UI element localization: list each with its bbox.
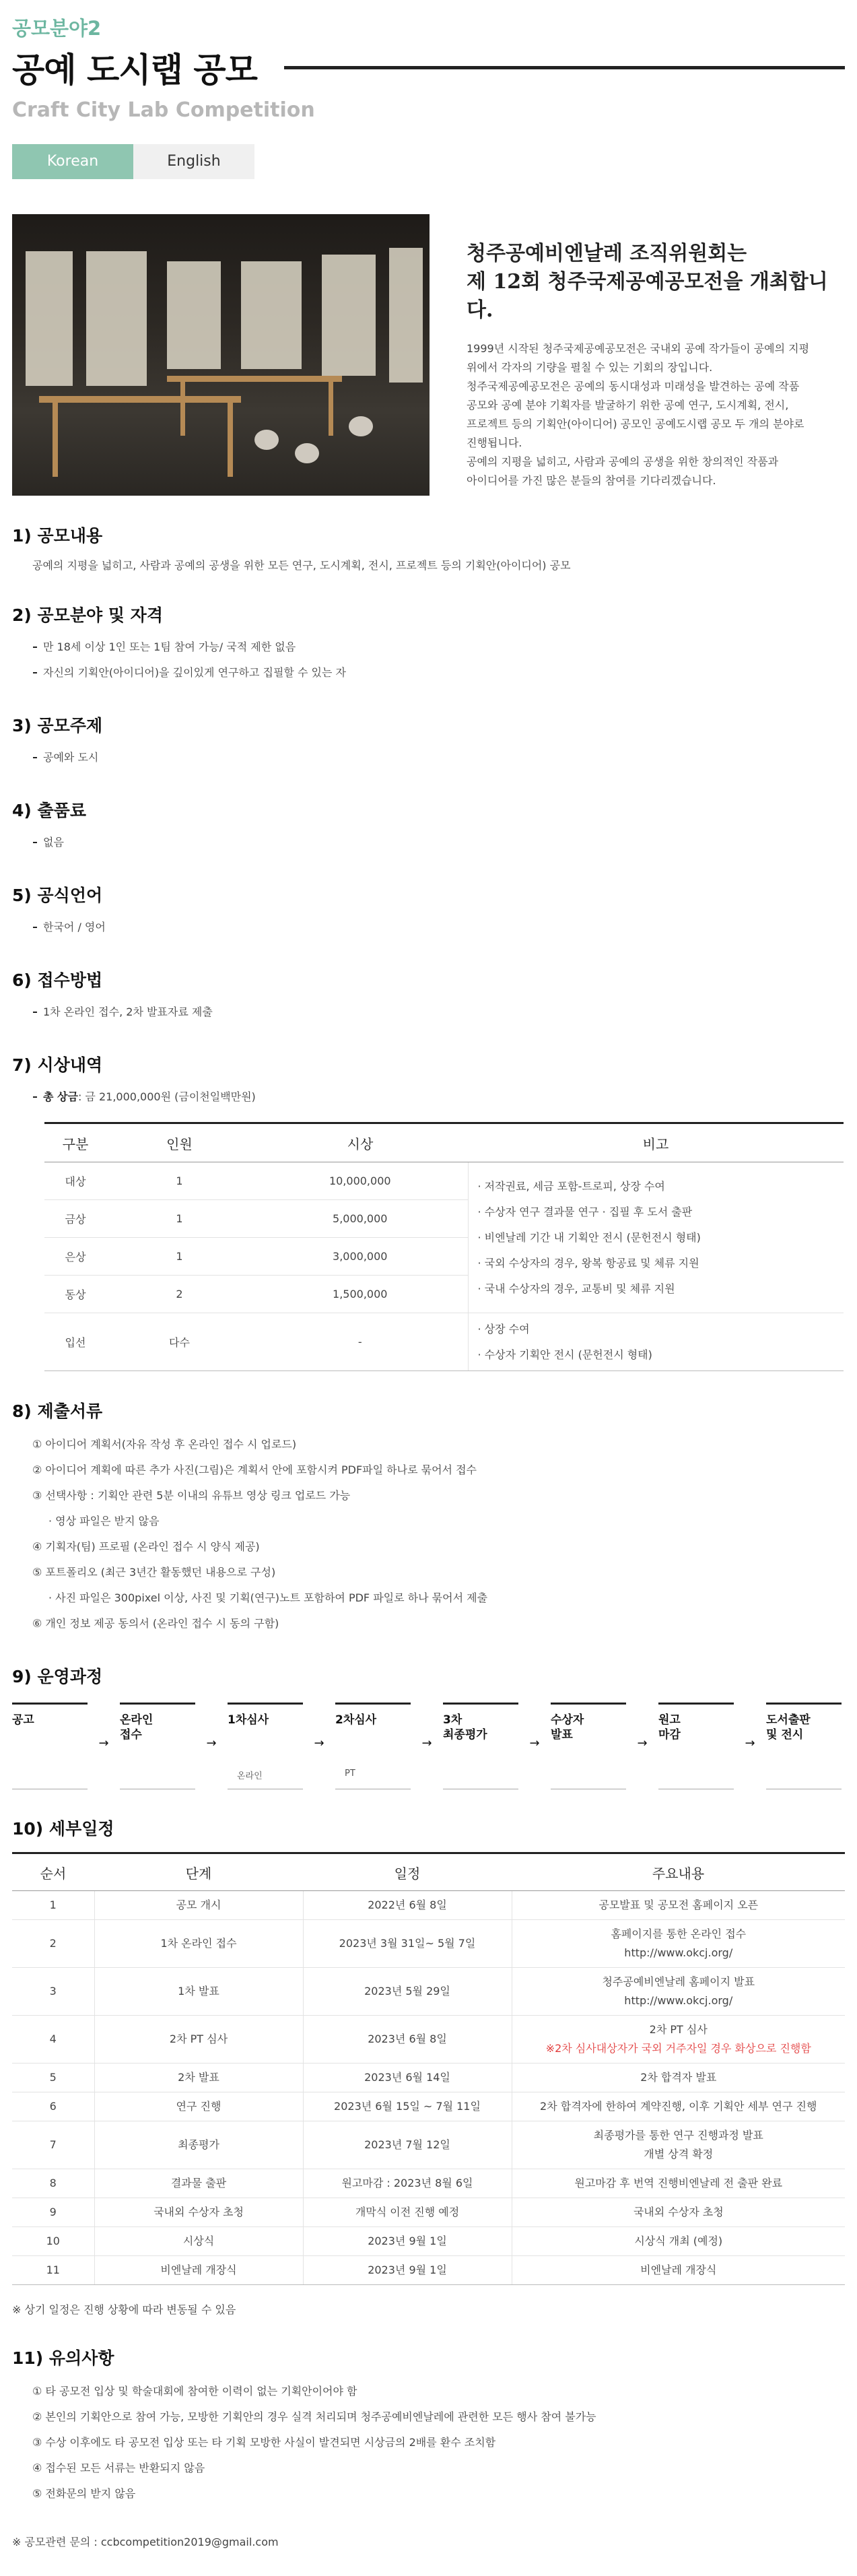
table-row: 입선 다수 - · 상장 수여 · 수상자 기획안 전시 (문헌전시 형태): [44, 1313, 844, 1371]
contact-info: ※ 공모관련 문의 : ccbcompetition2019@gmail.com: [12, 2536, 279, 2548]
list-item: 만 18세 이상 1인 또는 1팀 참여 가능/ 국적 제한 없음: [12, 634, 845, 660]
schedule-table: [12, 1852, 845, 2285]
cell-desc: 홈페이지를 통한 온라인 접수 http://www.okcj.org/: [512, 1920, 845, 1968]
col-header: 단계: [94, 1853, 303, 1891]
cell-desc: 비엔날레 개장식: [512, 2256, 845, 2285]
cell-step: 1차 발표: [94, 1968, 303, 2016]
arrow-right-icon: →: [314, 1736, 324, 1750]
table-row: [12, 2227, 845, 2256]
cell-no: 8: [12, 2169, 94, 2198]
cell-step: 결과물 출판: [94, 2169, 303, 2198]
table-row: [12, 2063, 845, 2092]
documents-list: [12, 1432, 845, 1637]
section-title: 11) 유의사항: [12, 2348, 114, 2368]
table-row: 은상 1 3,000,000: [44, 1238, 844, 1276]
cell-no: 10: [12, 2227, 94, 2256]
section-fee: [12, 797, 845, 855]
list-item: ① 타 공모전 입상 및 학술대회에 참여한 이력이 없는 기획안이어야 함: [32, 2385, 357, 2398]
process-step: [228, 1703, 303, 1802]
cell-step: 시상식: [94, 2227, 303, 2256]
cell-no: 7: [12, 2121, 94, 2169]
cell-date: 2022년 6월 8일: [303, 1891, 512, 1920]
cell-desc: 공모발표 및 공모전 홈페이지 오픈: [512, 1891, 845, 1920]
cell-no: 2: [12, 1920, 94, 1968]
col-header: 인원: [106, 1123, 252, 1162]
page-subtitle: Craft City Lab Competition: [12, 98, 315, 122]
section-process: [12, 1663, 845, 1802]
cell-no: 1: [12, 1891, 94, 1920]
table-row: 대상 1 10,000,000 · 저작권료, 세금 포함-트로피, 상장 수여 · 수상자 연구 결과물 연구 · 집필 후 도서 출판 · 비엔날레 기간 내 기획안 전시 (문헌전시 형태) · 국외 수상자의 경우, 왕복 항공료 및 체류 지원 · 국내 수상자의 경우, 교통비 및 체류 지원: [44, 1162, 844, 1200]
page-title: 공예 도시랩 공모: [12, 51, 257, 90]
cell-date: 2023년 6월 15일 ~ 7월 11일: [303, 2092, 512, 2121]
section-title: 8) 제출서류: [12, 1401, 103, 1421]
step-label: 3차 최종평가: [443, 1713, 487, 1742]
cell-step: 비엔날레 개장식: [94, 2256, 303, 2285]
tab-english[interactable]: English: [133, 144, 254, 179]
section-title: 2) 공모분야 및 자격: [12, 605, 163, 625]
section-content: [12, 523, 845, 575]
arrow-right-icon: →: [98, 1736, 109, 1750]
section-title: 5) 공식언어: [12, 886, 103, 905]
cell-desc: 2차 합격자 발표: [512, 2063, 845, 2092]
category-kicker: 공모분야2: [12, 17, 102, 40]
process-step: [551, 1703, 626, 1802]
cell-date: 2023년 9월 1일: [303, 2227, 512, 2256]
cell-date: 2023년 9월 1일: [303, 2256, 512, 2285]
cell-desc: 2차 합격자에 한하여 계약진행, 이후 기획안 세부 연구 진행: [512, 2092, 845, 2121]
table-row: [12, 1891, 845, 1920]
step-label: 수상자 발표: [551, 1713, 584, 1742]
cell-desc: 국내외 수상자 초청: [512, 2198, 845, 2227]
list-item: 한국어 / 영어: [12, 915, 845, 940]
col-header: 비고: [468, 1123, 844, 1162]
intro-body: 1999년 시작된 청주국제공예공모전은 국내외 공예 작가들이 공예의 지평 위에서 각자의 기량을 펼칠 수 있는 기회의 장입니다. 청주국제공예공모전은 공예의 동시대성과 미래성을 발견하는 공예 작품 공모와 공예 분야 기획자를 발굴하기 위한 공예 연구, 도시계획, 전시, 프로젝트 등의 기획안(아이디어) 공모인 공예도시랩 공모 두 개의 분야로 진행됩니다. 공예의 지평을 넓히고, 사람과 공예의 공생을 위한 창의적인 작품과 아이디어를 가진 많은 분들의 참여를 기다리겠습니다.: [467, 342, 810, 487]
cell-no: 5: [12, 2063, 94, 2092]
table-row: [12, 2256, 845, 2285]
title-row: [12, 40, 845, 94]
notes-list: [12, 2379, 845, 2507]
table-row: [12, 2169, 845, 2198]
table-row: [12, 1920, 845, 1968]
cell-date: 2023년 6월 14일: [303, 2063, 512, 2092]
cell-desc: 청주공예비엔날레 홈페이지 발표 http://www.okcj.org/: [512, 1968, 845, 2016]
table-row: [12, 2198, 845, 2227]
table-row: [12, 1968, 845, 2016]
section-text: 공예의 지평을 넓히고, 사람과 공예의 공생을 위한 모든 연구, 도시계획, 전시, 프로젝트 등의 기획안(아이디어) 공모: [32, 559, 571, 572]
section-eligibility: [12, 602, 845, 686]
intro-section: [12, 214, 845, 496]
section-title: 6) 접수방법: [12, 970, 103, 990]
exhibition-photo: [12, 214, 430, 496]
cell-date: 2023년 3월 31일~ 5월 7일: [303, 1920, 512, 1968]
table-row: [12, 2016, 845, 2063]
list-item: ② 본인의 기획안으로 참여 가능, 모방한 기획안의 경우 실격 처리되며 청주공예비엔날레에 관련한 모든 행사 참여 불가능: [32, 2410, 596, 2423]
cell-desc: 2차 PT 심사 ※2차 심사대상자가 국외 거주자일 경우 화상으로 진행함: [512, 2016, 845, 2063]
cell-date: 개막식 이전 진행 예정: [303, 2198, 512, 2227]
language-tabs: [12, 144, 845, 179]
cell-desc: 최종평가를 통한 연구 진행과정 발표 개별 상격 확정: [512, 2121, 845, 2169]
intro-heading: 청주공예비엔날레 조직위원회는 제 12회 청주국제공예공모전을 개최합니다.: [467, 242, 828, 322]
list-item: · 영상 파일은 받지 않음: [48, 1515, 160, 1527]
tab-korean[interactable]: Korean: [12, 144, 133, 179]
cell-step: 2차 PT 심사: [94, 2016, 303, 2063]
alert-note: ※2차 심사대상자가 국외 거주자일 경우 화상으로 진행함: [545, 2042, 811, 2055]
step-label: 원고 마감: [658, 1713, 681, 1742]
cell-no: 4: [12, 2016, 94, 2063]
step-label: 2차심사: [335, 1713, 377, 1727]
list-item: 1차 온라인 접수, 2차 발표자료 제출: [12, 999, 845, 1025]
section-title: 4) 출품료: [12, 801, 86, 820]
list-item: ③ 수상 이후에도 타 공모전 입상 또는 타 기획 모방한 사실이 발견되면 시상금의 2배를 환수 조치함: [32, 2436, 496, 2449]
list-item: 자신의 기획안(아이디어)을 깊이있게 연구하고 집필할 수 있는 자: [12, 660, 845, 686]
cell-no: 11: [12, 2256, 94, 2285]
col-header: 순서: [12, 1853, 94, 1891]
process-step: [12, 1703, 88, 1802]
cell-date: 원고마감 : 2023년 8월 6일: [303, 2169, 512, 2198]
list-item: ④ 접수된 모든 서류는 반환되지 않음: [32, 2462, 205, 2474]
cell-step: 공모 개시: [94, 1891, 303, 1920]
section-notes: [12, 2345, 845, 2576]
cell-step: 1차 온라인 접수: [94, 1920, 303, 1968]
process-step: [443, 1703, 518, 1802]
cell-step: 2차 발표: [94, 2063, 303, 2092]
cell-step: 연구 진행: [94, 2092, 303, 2121]
step-label: 도서출판 및 전시: [766, 1713, 811, 1742]
arrow-right-icon: →: [529, 1736, 540, 1750]
section-theme: [12, 713, 845, 770]
section-title: 9) 운영과정: [12, 1667, 103, 1686]
cell-no: 6: [12, 2092, 94, 2121]
section-documents: [12, 1398, 845, 1637]
list-item: ⑤ 포트폴리오 (최근 3년간 활동했던 내용으로 구성): [32, 1566, 276, 1579]
list-item: ③ 선택사항 : 기획안 관련 5분 이내의 유튜브 영상 링크 업로드 가능: [32, 1489, 351, 1502]
arrow-right-icon: →: [206, 1736, 217, 1750]
section-language: [12, 882, 845, 940]
arrow-right-icon: →: [637, 1736, 648, 1750]
prize-notes: · 상장 수여 · 수상자 기획안 전시 (문헌전시 형태): [468, 1313, 844, 1371]
col-header: 시상: [252, 1123, 468, 1162]
col-header: 주요내용: [512, 1853, 845, 1891]
list-item: ④ 기획자(팀) 프로필 (온라인 접수 시 양식 제공): [32, 1540, 260, 1553]
prize-table: [44, 1122, 844, 1371]
table-row: [12, 2121, 845, 2169]
prize-notes: · 저작권료, 세금 포함-트로피, 상장 수여 · 수상자 연구 결과물 연구 · 집필 후 도서 출판 · 비엔날레 기간 내 기획안 전시 (문헌전시 형태) · 국외 수상자의 경우, 왕복 항공료 및 체류 지원 · 국내 수상자의 경우, 교통비 및 체류 지원: [468, 1162, 844, 1313]
section-title: 7) 시상내역: [12, 1055, 103, 1075]
process-step: [658, 1703, 734, 1802]
arrow-right-icon: →: [745, 1736, 755, 1750]
table-row: 동상 2 1,500,000: [44, 1276, 844, 1313]
list-item: · 사진 파일은 300pixel 이상, 사진 및 기획(연구)노트 포함하여 PDF 파일로 하나 묶어서 제출: [48, 1591, 488, 1604]
schedule-footnote: ※ 상기 일정은 진행 상황에 따라 변동될 수 있음: [12, 2303, 236, 2316]
list-item: 공예와 도시: [12, 745, 845, 770]
step-label: 온라인 접수: [120, 1713, 153, 1742]
list-item: ① 아이디어 계획서(자유 작성 후 온라인 접수 시 업로드): [32, 1438, 297, 1451]
list-item: 없음: [12, 830, 845, 855]
cell-date: 2023년 7월 12일: [303, 2121, 512, 2169]
step-label: 1차심사: [228, 1713, 269, 1727]
section-title: 1) 공모내용: [12, 526, 103, 546]
cell-no: 3: [12, 1968, 94, 2016]
list-item: ⑤ 전화문의 받지 않음: [32, 2487, 136, 2500]
step-label: 공고: [12, 1713, 34, 1727]
step-note: 온라인: [237, 1771, 263, 1781]
cell-step: 국내외 수상자 초청: [94, 2198, 303, 2227]
col-header: 구분: [44, 1123, 106, 1162]
intro-text: [430, 214, 845, 496]
section-title: 3) 공모주제: [12, 716, 103, 735]
list-item: ② 아이디어 계획에 따른 추가 사진(그림)은 계획서 안에 포함시켜 PDF파일 하나로 묶어서 접수: [32, 1463, 477, 1476]
cell-step: 최종평가: [94, 2121, 303, 2169]
process-step: [120, 1703, 195, 1802]
process-step: [335, 1703, 411, 1802]
cell-desc: 원고마감 후 번역 진행비엔날레 전 출판 완료: [512, 2169, 845, 2198]
table-row: 금상 1 5,000,000: [44, 1200, 844, 1238]
total-prize: 총 상금: 금 21,000,000원 (금이천일백만원): [12, 1084, 845, 1110]
section-title: 10) 세부일정: [12, 1819, 114, 1839]
process-step: [766, 1703, 842, 1802]
section-submission-method: [12, 967, 845, 1025]
arrow-right-icon: →: [421, 1736, 432, 1750]
cell-date: 2023년 5월 29일: [303, 1968, 512, 2016]
section-awards: [12, 1052, 845, 1371]
table-row: [12, 2092, 845, 2121]
cell-desc: 시상식 개최 (예정): [512, 2227, 845, 2256]
list-item: ⑥ 개인 정보 제공 동의서 (온라인 접수 시 동의 구함): [32, 1617, 279, 1630]
cell-date: 2023년 6월 8일: [303, 2016, 512, 2063]
section-schedule: [12, 1816, 845, 2317]
step-note: PT: [345, 1769, 355, 1779]
col-header: 일정: [303, 1853, 512, 1891]
cell-no: 9: [12, 2198, 94, 2227]
process-flow: [12, 1703, 845, 1802]
title-divider: [284, 66, 845, 69]
